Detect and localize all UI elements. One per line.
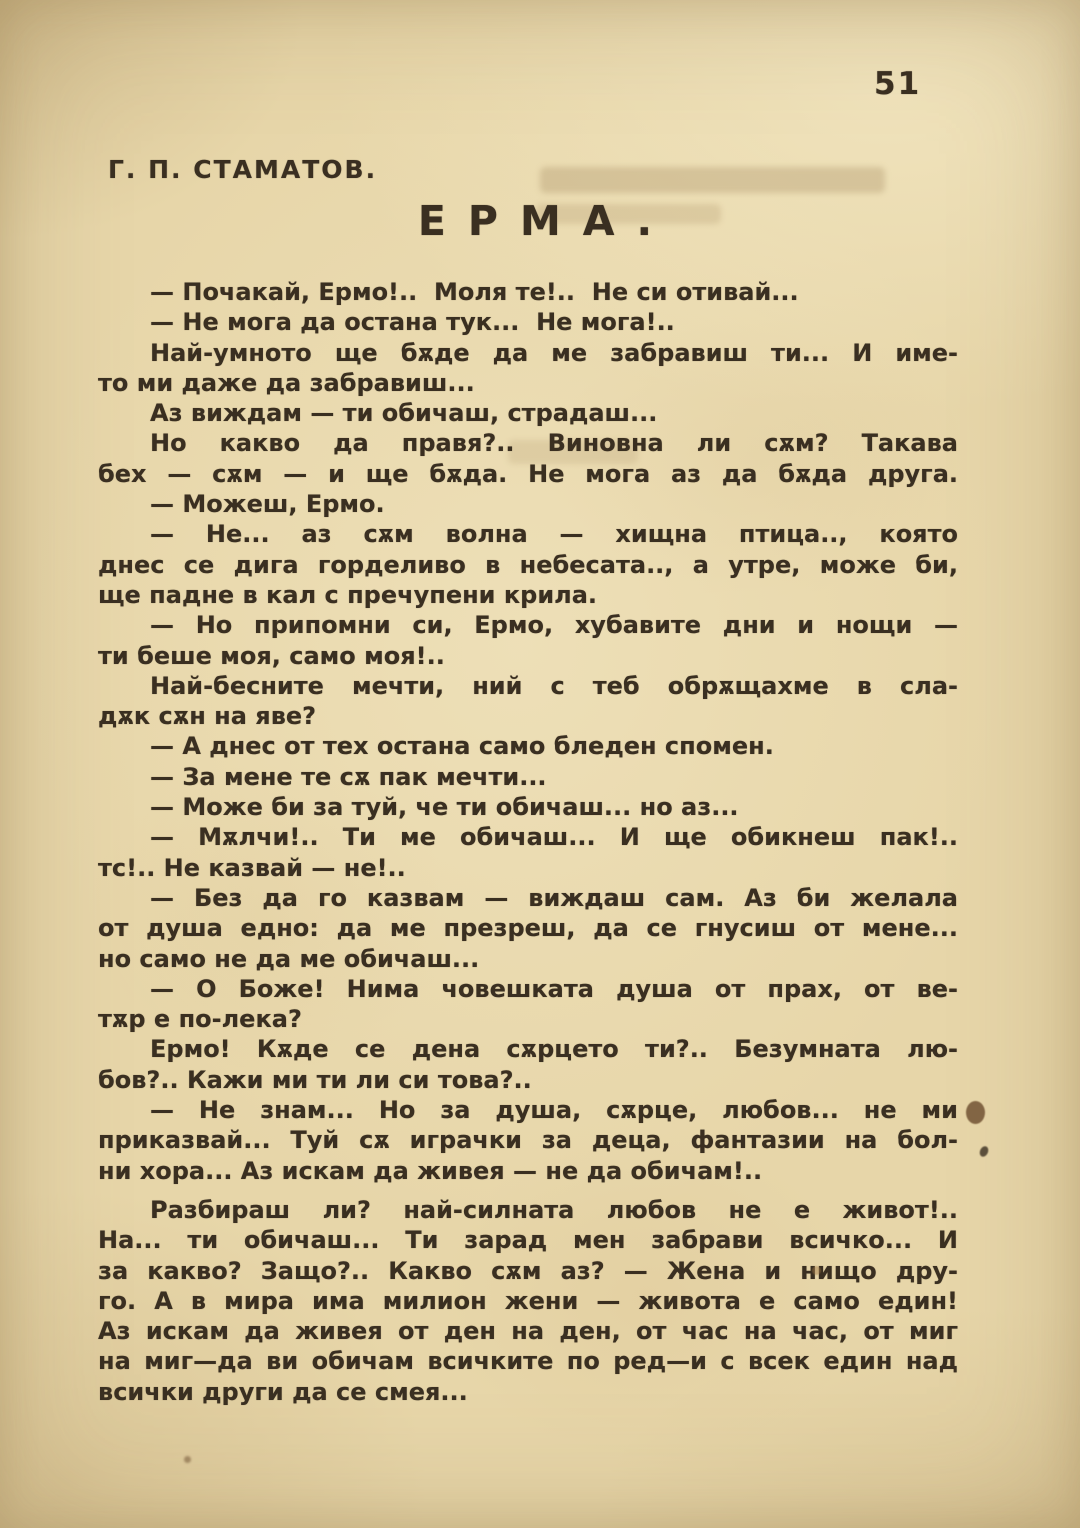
text-line: На... ти обичаш... Ти зарад мен забрави всичко... И [98, 1226, 958, 1255]
text-line: — А днес от тех остана само бледен спомен. [150, 732, 774, 761]
ink-spot [978, 1145, 990, 1158]
text-line: ни хора... Аз искам да живея — не да обичам!.. [98, 1156, 763, 1185]
text-line: — Но припомни си, Ермо, хубавите дни и нощи — [150, 611, 958, 640]
text-line: то ми даже да забравиш... [98, 368, 475, 397]
page-number: 51 [874, 66, 922, 102]
text-line: всички други да се смея... [98, 1377, 468, 1406]
text-line: — Може би за туй, че ти обичаш... но аз... [150, 793, 739, 822]
ink-spot [966, 1101, 985, 1124]
paper-speck [812, 1266, 821, 1275]
text-line: — Не знам... Но за душа, сѫрце, любов... не ми [150, 1096, 958, 1125]
text-line: — Не... аз сѫм волна — хищна птица.., която [150, 520, 958, 549]
text-line: ти беше моя, само моя!.. [98, 641, 445, 670]
text-line: — Мѫлчи!.. Ти ме обичаш... И ще обикнеш пак!.. [150, 823, 958, 852]
text-line: на миг—да ви обичам всичките по ред—и с всек един над [98, 1347, 958, 1376]
text-line: но само не да ме обичаш... [98, 944, 480, 973]
text-line: тѫр е по-лека? [98, 1005, 302, 1034]
text-line: тс!.. Не казвай — не!.. [98, 853, 406, 882]
text-line: — За мене те сѫ пак мечти... [150, 762, 547, 791]
text-line: от душа едно: да ме презреш, да се гнусиш от мене... [98, 914, 958, 943]
text-line: бех — сѫм — и ще бѫда. Не мога аз да бѫда друга. [98, 459, 958, 488]
text-line: за какво? Защо?.. Какво сѫм аз? — Жена и нищо дру- [98, 1256, 958, 1285]
text-line: Но какво да правя?.. Виновна ли сѫм? Такава [150, 429, 958, 458]
text-line: — О Боже! Нима човешката душа от прах, от ве- [150, 974, 958, 1003]
text-line: — Почакай, Ермо!.. Моля те!.. Не си отивай... [150, 278, 799, 306]
text-line: приказвай... Туй сѫ играчки за деца, фантазии на бол- [98, 1126, 958, 1155]
text-line: Разбираш ли? най-силната любов не е живот!.. [150, 1195, 958, 1224]
text-line: Аз виждам — ти обичаш, страдаш... [150, 399, 658, 428]
text-line: днес се дига горделиво в небесата.., а утре, може би, [98, 550, 958, 579]
story-text-block [98, 277, 958, 1407]
text-line: бов?.. Кажи ми ти ли си това?.. [98, 1065, 532, 1094]
author-name: Г. П. СТАМАТОВ. [108, 155, 378, 184]
text-line: Аз искам да живея от ден на ден, от час на час, от миг [98, 1317, 958, 1346]
text-line: — Не мога да остана тук... Не мога!.. [150, 308, 675, 337]
text-line: ще падне в кал с пречупени крила. [98, 580, 598, 609]
text-line: Ермо! Кѫде се дена сѫрцето ти?.. Безумната лю- [150, 1035, 958, 1064]
text-line: — Без да го казвам — виждаш сам. Аз би желала [150, 883, 958, 912]
text-line: го. А в мира има милион жени — живота е само един! [98, 1286, 958, 1315]
text-line: — Можеш, Ермо. [150, 490, 385, 519]
text-line: Най-умното ще бѫде да ме забравиш ти... И име- [150, 338, 958, 367]
text-line: дѫк сѫн на яве? [98, 702, 317, 731]
ink-spot [184, 1456, 191, 1463]
story-title: ЕРМА. [417, 197, 675, 245]
show-through-text [540, 167, 885, 193]
text-line: Най-бесните мечти, ний с теб обрѫщахме в сла- [150, 671, 958, 700]
